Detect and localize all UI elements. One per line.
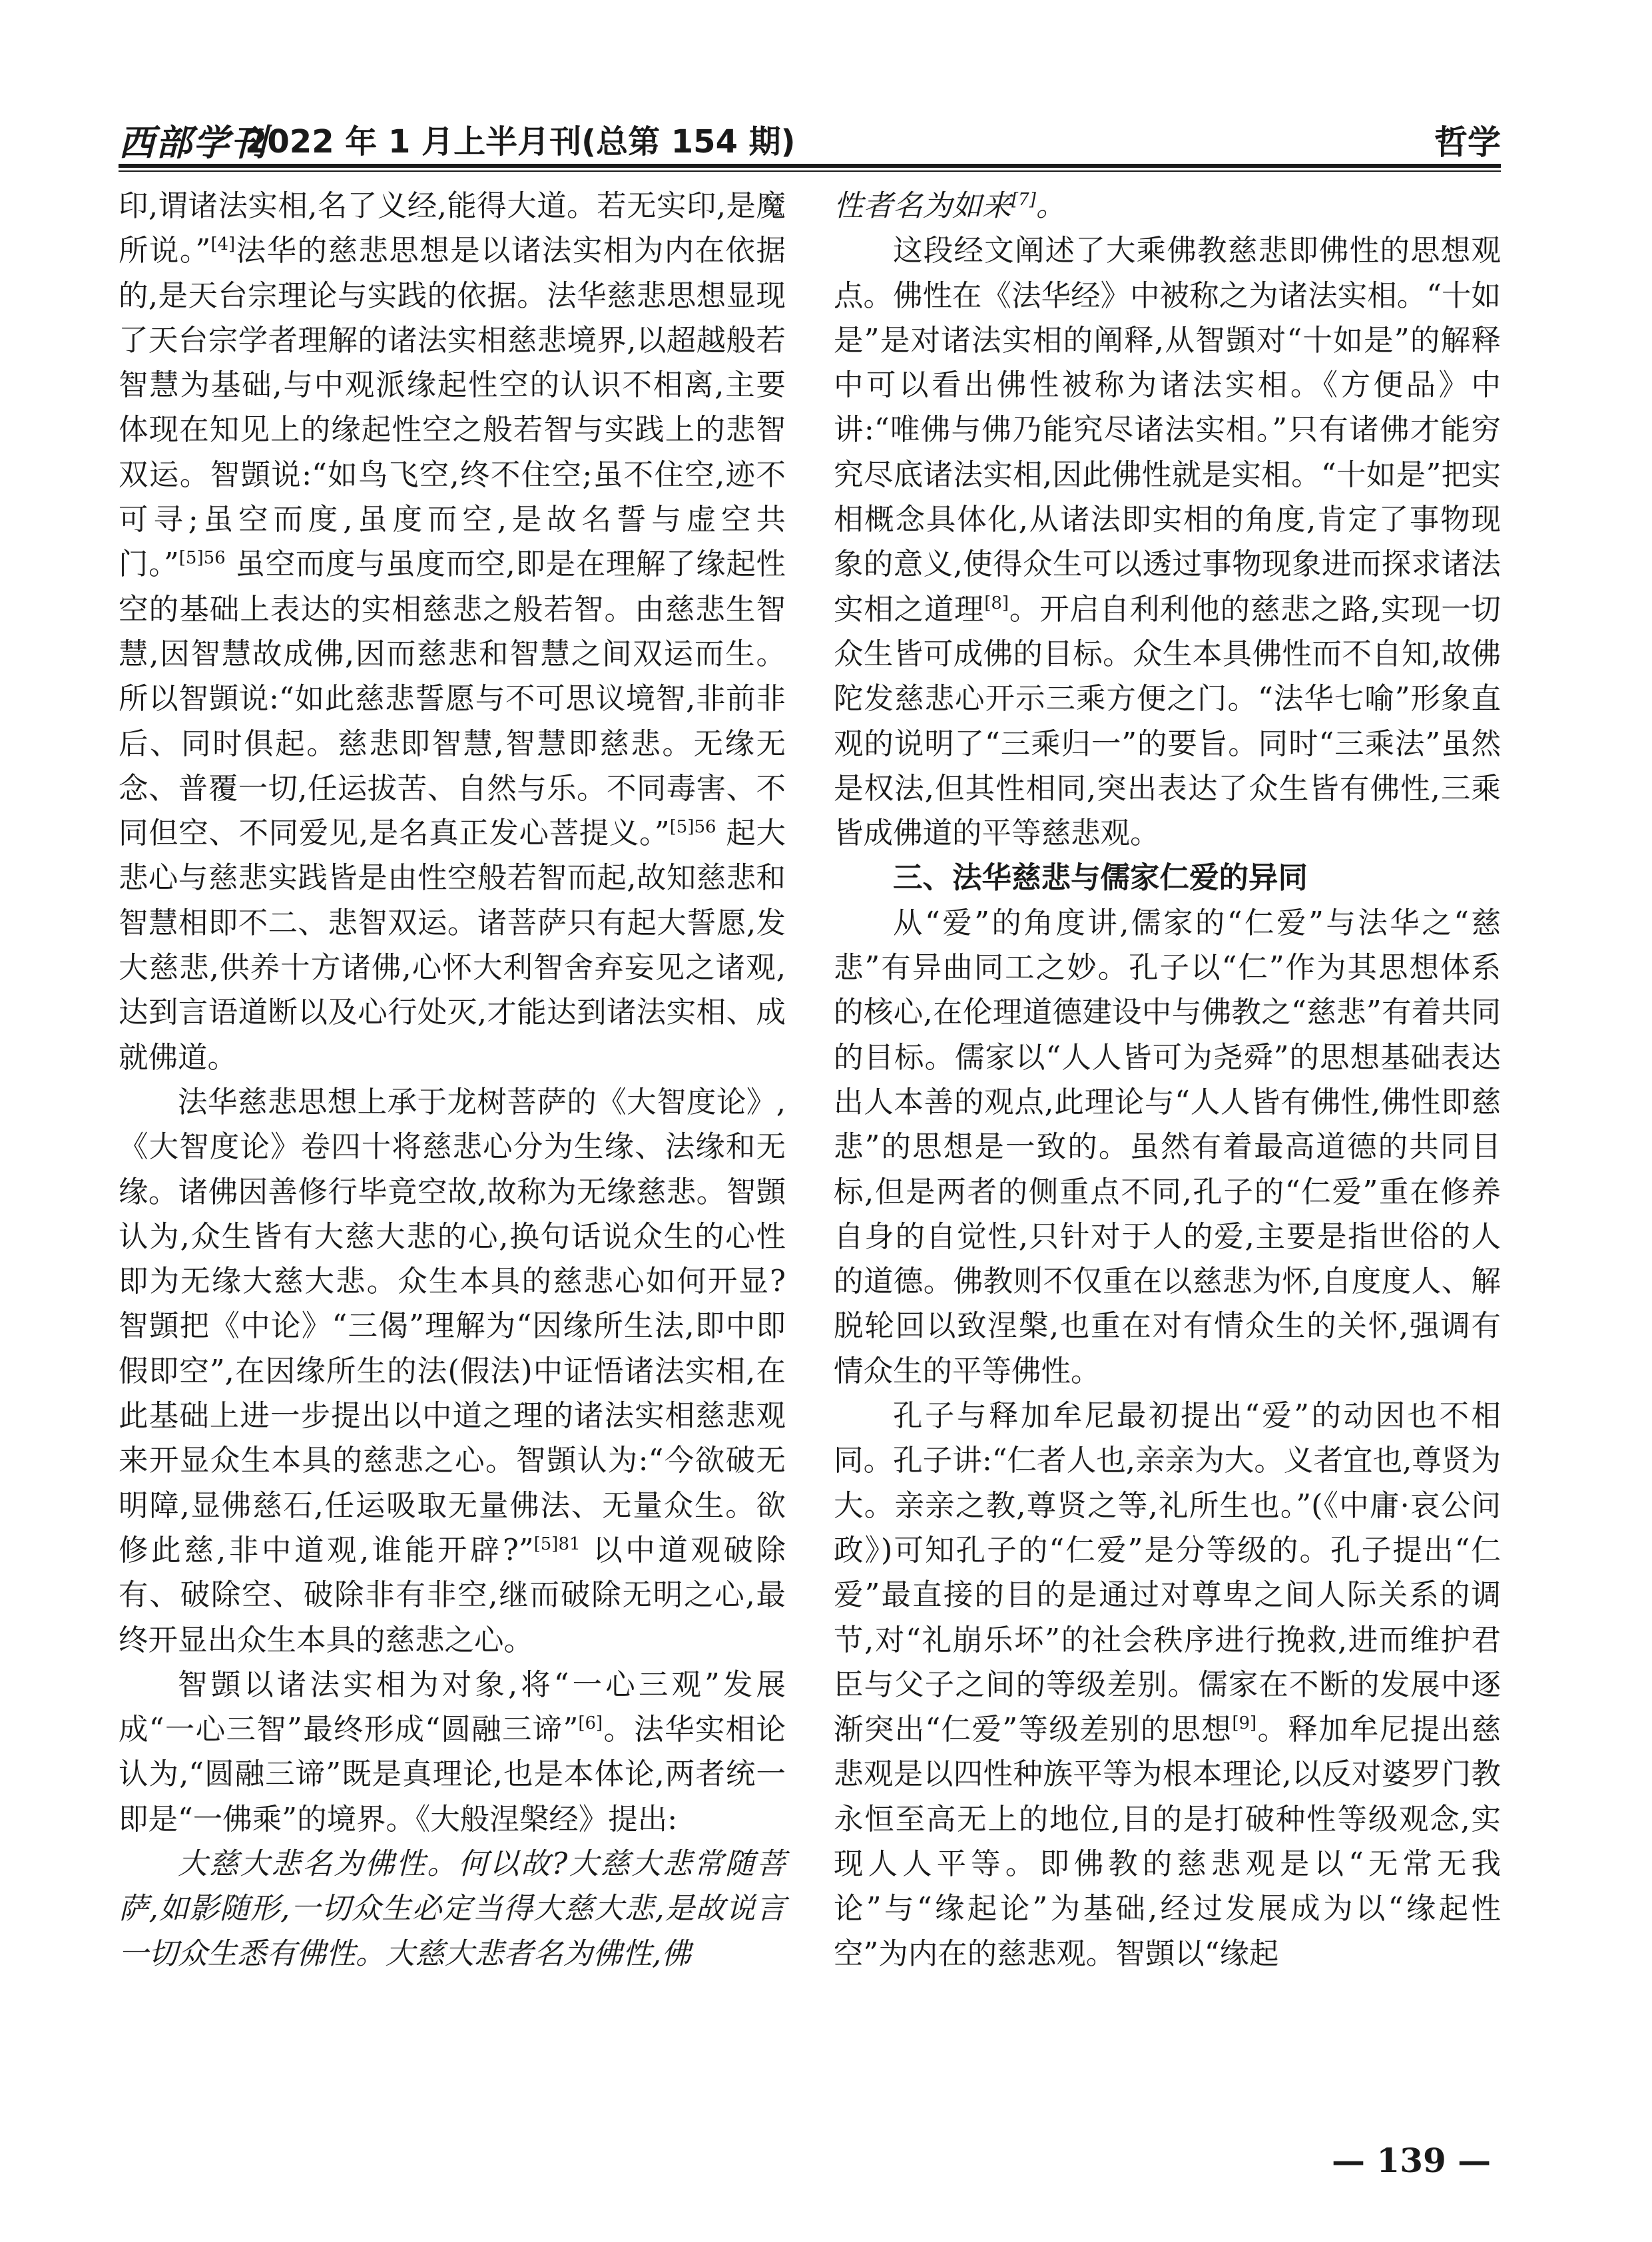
citation-marker: [7] xyxy=(1011,190,1036,210)
paragraph-continued xyxy=(119,184,786,1080)
text-run: 智顗以诸法实相为对象,将“一心三观”发展成“一心三智”最终形成“圆融三谛” xyxy=(119,1667,786,1747)
header-rule xyxy=(119,164,1501,168)
paragraph xyxy=(119,1080,786,1663)
text-run: 。 xyxy=(1035,189,1066,223)
text-run: 。释加牟尼提出慈悲观是以四性种族平等为根本理论,以反对婆罗门教永恒至高无上的地位,目的是打破种性等级观念,实现人人平等。即佛教的慈悲观是以“无常无我论”与“缘起论”为基础,经过发展成为以“缘起性空”为内在的慈悲观。智顗以“缘起 xyxy=(834,1713,1501,1971)
citation-marker: [9] xyxy=(1232,1713,1257,1734)
issue-info: 2022 年 1 月上半月刊(总第 154 期) xyxy=(245,123,796,160)
block-quote-continued xyxy=(834,184,1501,228)
paragraph xyxy=(834,1394,1501,1976)
text-run: 这段经文阐述了大乘佛教慈悲即佛性的思想观点。佛性在《法华经》中被称之为诸法实相。“十如是”是对诸法实相的阐释,从智顗对“十如是”的解释中可以看出佛性被称为诸法实相。《方便品》中讲:“唯佛与佛乃能究尽诸法实相。”只有诸佛才能穷究尽底诸法实相,因此佛性就是实相。“十如是”把实相概念具体化,从诸法即实相的角度,肯定了事物现象的意义,使得众生可以透过事物现象进而探求诸法实相之道理 xyxy=(834,234,1501,627)
text-run: 。开启自利利他的慈悲之路,实现一切众生皆可成佛的目标。众生本具佛性而不自知,故佛陀发慈悲心开示三乘方便之门。“法华七喻”形象直观的说明了“三乘归一”的要旨。同时“三乘法”虽然是权法,但其性相同,突出表达了众生皆有佛性,三乘皆成佛道的平等慈悲观。 xyxy=(834,592,1501,851)
text-run: 三、法华慈悲与儒家仁爱的异同 xyxy=(893,861,1308,896)
citation-marker: [6] xyxy=(578,1713,603,1734)
text-run: 法华的慈悲思想是以诸法实相为内在依据的,是天台宗理论与实践的依据。法华慈悲思想显现了天台宗学者理解的诸法实相慈悲境界,以超越般若智慧为基础,与中观派缘起性空的认识不相离,主要体现在知见上的缘起性空之般若智与实践上的悲智双运。智顗说:“如鸟飞空,终不住空;虽不住空,迹不可寻;虽空而度,虽度而空,是故名誓与虚空共门。” xyxy=(119,234,786,582)
text-run: 孔子与释加牟尼最初提出“爱”的动因也不相同。孔子讲:“仁者人也,亲亲为大。义者宜也,尊贤为大。亲亲之教,尊贤之等,礼所生也。”(《中庸·哀公问政》)可知孔子的“仁爱”是分等级的。孔子提出“仁爱”最直接的目的是通过对尊卑之间人际关系的调节,对“礼崩乐坏”的社会秩序进行挽救,进而维护君臣与父子之间的等级差别。儒家在不断的发展中逐渐突出“仁爱”等级差别的思想 xyxy=(834,1399,1501,1747)
journal-name: 西部学刊 xyxy=(119,121,268,164)
header-rule-thin xyxy=(119,170,1501,172)
left-column xyxy=(119,184,786,1976)
text-run: 以中道观破除有、破除空、破除非有非空,继而破除无明之心,最终开显出众生本具的慈悲之心。 xyxy=(119,1533,786,1657)
citation-marker: [5]81 xyxy=(533,1534,581,1555)
paragraph xyxy=(834,901,1501,1394)
citation-marker: [5]56 xyxy=(178,548,226,569)
citation-marker: [5]56 xyxy=(669,817,716,838)
citation-marker: [4] xyxy=(210,234,236,255)
paragraph xyxy=(119,1663,786,1842)
text-run: 虽空而度与虽度而空,即是在理解了缘起性空的基础上表达的实相慈悲之般若智。由慈悲生智慧,因智慧故成佛,因而慈悲和智慧之间双运而生。所以智顗说:“如此慈悲誓愿与不可思议境智,非前非后、同时俱起。慈悲即智慧,智慧即慈悲。无缘无念、普覆一切,任运拔苦、自然与乐。不同毒害、不同但空、不同爱见,是名真正发心菩提义。” xyxy=(119,547,786,851)
section-heading xyxy=(834,856,1501,900)
text-run: 大慈大悲名为佛性。何以故?大慈大悲常随菩萨,如影随形,一切众生必定当得大慈大悲,是故说言一切众生悉有佛性。大慈大悲者名为佛性,佛 xyxy=(119,1846,786,1971)
page-number: — 139 — xyxy=(1332,2141,1492,2180)
text-run: 。法华实相论认为,“圆融三谛”既是真理论,也是本体论,两者统一即是“一佛乘”的境界。《大般涅槃经》提出: xyxy=(119,1713,786,1836)
section-label: 哲学 xyxy=(1434,123,1501,162)
right-column xyxy=(834,184,1501,1976)
text-run: 起大悲心与慈悲实践皆是由性空般若智而起,故知慈悲和智慧相即不二、悲智双运。诸菩萨只有起大誓愿,发大慈悲,供养十方诸佛,心怀大利智舍弃妄见之诸观,达到言语道断以及心行处灭,才能达到诸法实相、成就佛道。 xyxy=(119,816,786,1075)
text-run: 印,谓诸法实相,名了义经,能得大道。若无实印,是魔所说。” xyxy=(119,189,786,268)
text-run: 从“爱”的角度讲,儒家的“仁爱”与法华之“慈悲”有异曲同工之妙。孔子以“仁”作为其思想体系的核心,在伦理道德建设中与佛教之“慈悲”有着共同的目标。儒家以“人人皆可为尧舜”的思想基础表达出人本善的观点,此理论与“人人皆有佛性,佛性即慈悲”的思想是一致的。虽然有着最高道德的共同目标,但是两者的侧重点不同,孔子的“仁爱”重在修养自身的自觉性,只针对于人的爱,主要是指世俗的人的道德。佛教则不仅重在以慈悲为怀,自度度人、解脱轮回以致涅槃,也重在对有情众生的关怀,强调有情众生的平等佛性。 xyxy=(834,906,1501,1388)
text-run: 法华慈悲思想上承于龙树菩萨的《大智度论》,《大智度论》卷四十将慈悲心分为生缘、法缘和无缘。诸佛因善修行毕竟空故,故称为无缘慈悲。智顗认为,众生皆有大慈大悲的心,换句话说众生的心性即为无缘大慈大悲。众生本具的慈悲心如何开显?智顗把《中论》“三偈”理解为“因缘所生法,即中即假即空”,在因缘所生的法(假法)中证悟诸法实相,在此基础上进一步提出以中道之理的诸法实相慈悲观来开显众生本具的慈悲之心。智顗认为:“今欲破无明障,显佛慈石,任运吸取无量佛法、无量众生。欲修此慈,非中道观,谁能开辟?” xyxy=(119,1085,786,1567)
text-run: 性者名为如来 xyxy=(834,189,1012,223)
citation-marker: [8] xyxy=(984,593,1009,613)
running-header xyxy=(119,112,1501,164)
block-quote xyxy=(119,1842,786,1976)
paragraph xyxy=(834,228,1501,856)
